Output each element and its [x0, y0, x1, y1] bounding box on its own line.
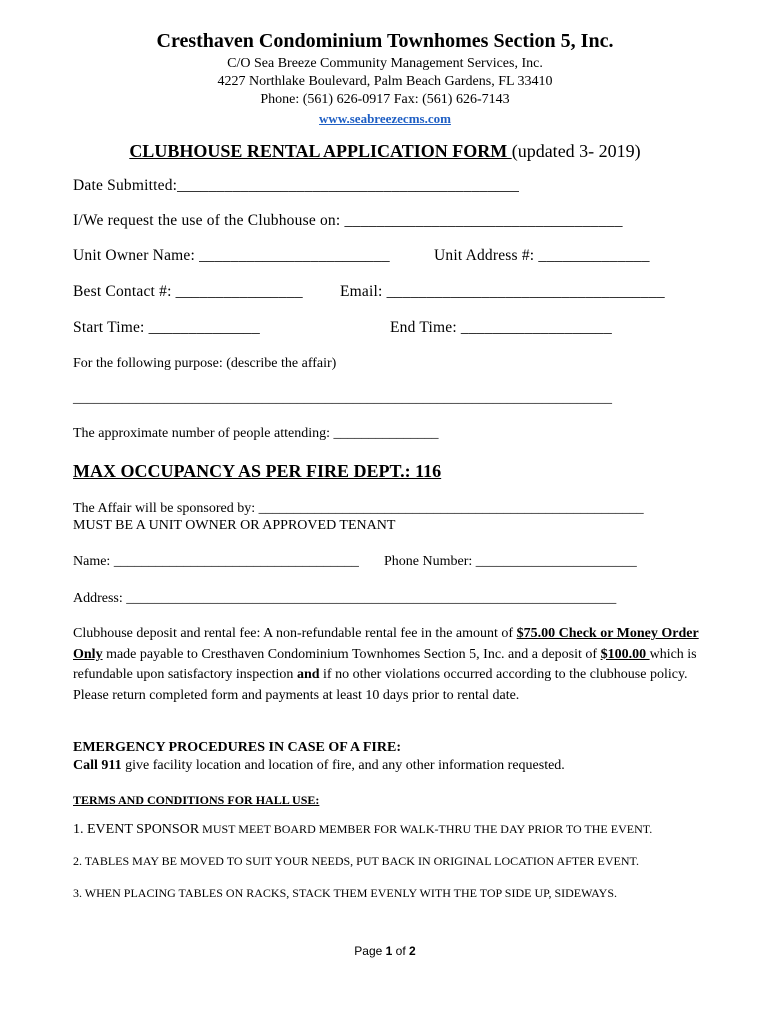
website-line — [0, 110, 770, 128]
emergency-heading: EMERGENCY PROCEDURES IN CASE OF A FIRE: — [73, 740, 401, 755]
email-field[interactable]: Email: ___________________________________ — [340, 283, 665, 300]
form-title — [0, 141, 770, 162]
term-3-text: WHEN PLACING TABLES ON RACKS, STACK THEM EVENLY WITH THE TOP SIDE UP, SIDEWAYS. — [82, 886, 618, 900]
sponsor-note: MUST BE A UNIT OWNER OR APPROVED TENANT — [73, 518, 396, 533]
rental-fee-amount: $75.00 Check or Money Order Only — [73, 626, 699, 662]
management-company: C/O Sea Breeze Community Management Services, Inc. — [227, 56, 543, 71]
term-1-text: MUST MEET BOARD MEMBER FOR WALK-THRU THE DAY PRIOR TO THE EVENT. — [199, 822, 653, 836]
sponsor-phone-field[interactable]: Phone Number: _______________________ — [384, 554, 637, 569]
form-title-main: CLUBHOUSE RENTAL APPLICATION FORM — [129, 141, 512, 161]
best-contact-field[interactable]: Best Contact #: ________________ — [73, 283, 303, 300]
term-3-lead: 3. — [73, 886, 82, 900]
phone-fax: Phone: (561) 626-0917 Fax: (561) 626-7143 — [260, 92, 510, 107]
deposit-text-1: Clubhouse deposit and rental fee: A non-refundable rental fee in the amount of — [73, 626, 517, 641]
term-item-1 — [73, 822, 652, 838]
emergency-text: give facility location and location of fire, and any other information requested. — [121, 758, 565, 773]
deposit-amount: $100.00 — [600, 646, 650, 662]
end-time-field[interactable]: End Time: ___________________ — [390, 319, 612, 336]
page-label: Page — [354, 944, 386, 958]
deposit-text-4: if no other violations occurred according to the clubhouse policy. Please return completed form and payments at least 10 days prior to rental date. — [73, 667, 688, 703]
document-title: Cresthaven Condominium Townhomes Section 5, Inc. — [156, 30, 614, 52]
website-link[interactable]: www.seabreezecms.com — [319, 111, 451, 126]
deposit-text-2: made payable to Cresthaven Condominium Townhomes Section 5, Inc. and a deposit of — [102, 646, 601, 662]
deposit-paragraph — [73, 624, 703, 706]
date-submitted-field[interactable]: Date Submitted:___________________________________________ — [73, 177, 520, 194]
page-number — [0, 944, 770, 958]
unit-owner-name-field[interactable]: Unit Owner Name: ________________________ — [73, 247, 390, 264]
sponsor-address-field[interactable]: Address: ______________________________________________________________________ — [73, 591, 617, 606]
start-time-field[interactable]: Start Time: ______________ — [73, 319, 260, 336]
term-2-text: TABLES MAY BE MOVED TO SUIT YOUR NEEDS, PUT BACK IN ORIGINAL LOCATION AFTER EVENT. — [82, 854, 639, 868]
term-2-lead: 2. — [73, 854, 82, 868]
max-occupancy-heading: MAX OCCUPANCY AS PER FIRE DEPT.: 116 — [73, 461, 442, 481]
attendance-field[interactable]: The approximate number of people attending: _______________ — [73, 426, 439, 441]
form-title-updated: (updated 3- 2019) — [511, 141, 641, 161]
terms-heading: TERMS AND CONDITIONS FOR HALL USE: — [73, 793, 320, 807]
sponsor-field[interactable]: The Affair will be sponsored by: _______________________________________________________ — [73, 501, 644, 516]
term-item-2 — [73, 854, 639, 869]
term-1-lead: 1. EVENT SPONSOR — [73, 822, 200, 837]
mailing-address: 4227 Northlake Boulevard, Palm Beach Gardens, FL 33410 — [217, 74, 553, 89]
deposit-and: and — [296, 667, 320, 682]
page-of: of — [392, 944, 410, 958]
purpose-field[interactable]: _____________________________________________________________________________ — [73, 391, 612, 406]
call-911: Call 911 — [73, 758, 122, 773]
purpose-label: For the following purpose: (describe the affair) — [73, 356, 337, 371]
unit-address-field[interactable]: Unit Address #: ______________ — [434, 247, 650, 264]
request-use-field[interactable]: I/We request the use of the Clubhouse on: ___________________________________ — [73, 212, 623, 229]
sponsor-name-field[interactable]: Name: ___________________________________ — [73, 554, 359, 569]
emergency-instructions — [73, 758, 565, 774]
total-pages: 2 — [409, 944, 416, 958]
current-page: 1 — [385, 944, 393, 958]
deposit-text-3: which is refundable upon satisfactory inspection — [73, 646, 697, 682]
term-item-3 — [73, 886, 617, 901]
